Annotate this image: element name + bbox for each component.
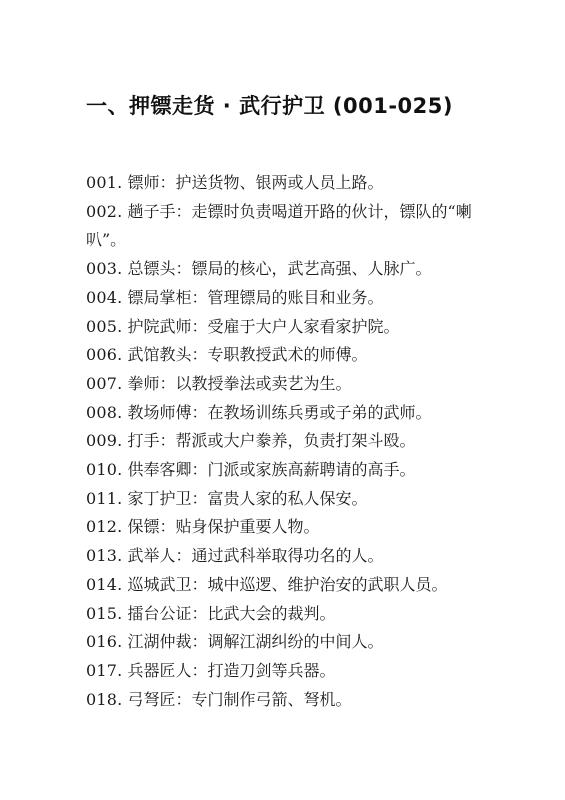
list-item bbox=[86, 427, 486, 456]
list-item bbox=[86, 571, 486, 600]
list-item bbox=[86, 284, 486, 313]
entry-number: 017. bbox=[86, 660, 123, 680]
entry-text: 擂台公证：比武大会的裁判。 bbox=[127, 603, 336, 623]
list-item bbox=[86, 628, 486, 657]
entry-number: 005. bbox=[86, 316, 123, 336]
entry-number: 001. bbox=[86, 173, 123, 192]
list-item bbox=[86, 686, 486, 715]
list-item bbox=[86, 542, 486, 571]
entry-number: 008. bbox=[86, 402, 123, 422]
entry-number: 016. bbox=[86, 632, 123, 652]
entry-text: 拳师：以教授拳法或卖艺为生。 bbox=[127, 373, 352, 393]
entry-text: 江湖仲裁：调解江湖纠纷的中间人。 bbox=[127, 632, 384, 652]
entry-number: 010. bbox=[86, 460, 123, 480]
entry-text: 镖局掌柜：管理镖局的账目和业务。 bbox=[127, 287, 384, 307]
list-item bbox=[86, 600, 486, 629]
entry-text: 打手：帮派或大户豢养，负责打架斗殴。 bbox=[127, 431, 416, 451]
entry-number: 002. bbox=[86, 201, 123, 221]
entry-text: 教场师傅：在教场训练兵勇或子弟的武师。 bbox=[127, 402, 432, 422]
entry-list bbox=[86, 169, 486, 714]
list-item bbox=[86, 513, 486, 542]
entry-number: 012. bbox=[86, 517, 123, 537]
list-item bbox=[86, 657, 486, 686]
entry-number: 009. bbox=[86, 431, 123, 451]
entry-text: 武馆教头：专职教授武术的师傅。 bbox=[127, 345, 368, 365]
entry-number: 018. bbox=[86, 689, 123, 709]
entry-number: 007. bbox=[86, 373, 123, 393]
list-item bbox=[86, 341, 486, 370]
list-item bbox=[86, 169, 486, 198]
section-title: 一、押镖走货 · 武行护卫 (001-025) bbox=[86, 94, 453, 118]
entry-text: 弓弩匠：专门制作弓箭、弩机。 bbox=[127, 689, 352, 709]
entry-text: 巡城武卫：城中巡逻、维护治安的武职人员。 bbox=[127, 574, 448, 594]
entry-number: 015. bbox=[86, 603, 123, 623]
entry-text: 供奉客卿：门派或家族高薪聘请的高手。 bbox=[127, 460, 416, 480]
entry-text: 总镖头：镖局的核心，武艺高强、人脉广。 bbox=[127, 259, 432, 279]
list-item bbox=[86, 399, 486, 428]
entry-text: 镖师：护送货物、银两或人员上路。 bbox=[127, 173, 384, 192]
list-item bbox=[86, 255, 486, 284]
list-item bbox=[86, 456, 486, 485]
entry-number: 004. bbox=[86, 287, 123, 307]
entry-text: 趟子手：走镖时负责喝道开路的伙计，镖队的“喇叭”。 bbox=[86, 201, 472, 250]
entry-number: 011. bbox=[86, 488, 123, 508]
entry-text: 武举人：通过武科举取得功名的人。 bbox=[127, 546, 384, 566]
list-item bbox=[86, 313, 486, 342]
entry-text: 保镖：贴身保护重要人物。 bbox=[127, 517, 320, 537]
list-item bbox=[86, 198, 486, 255]
entry-text: 兵器匠人：打造刀剑等兵器。 bbox=[127, 660, 336, 680]
entry-number: 003. bbox=[86, 259, 123, 279]
entry-number: 006. bbox=[86, 345, 123, 365]
entry-text: 家丁护卫：富贵人家的私人保安。 bbox=[127, 488, 368, 508]
list-item bbox=[86, 370, 486, 399]
entry-number: 013. bbox=[86, 546, 123, 566]
entry-text: 护院武师：受雇于大户人家看家护院。 bbox=[127, 316, 400, 336]
entry-number: 014. bbox=[86, 574, 123, 594]
list-item bbox=[86, 485, 486, 514]
